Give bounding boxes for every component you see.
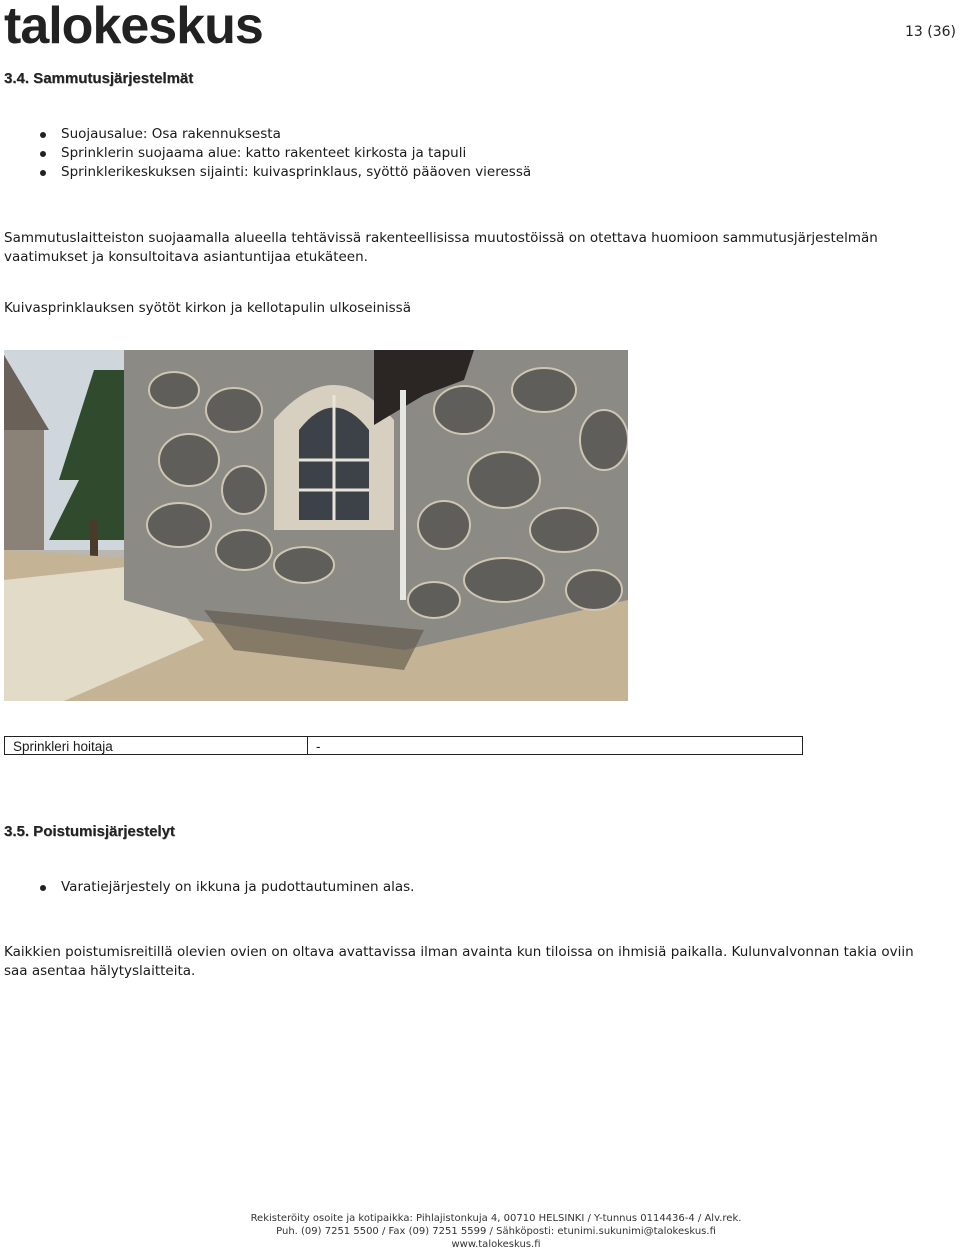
sprinkler-paragraph: Sammutuslaitteiston suojaamalla alueella tehtävissä rakenteellisissa muutostöissä on otettava huomioon sammutusjärjestelmän vaatimukset ja konsultoitava asiantuntijaa etukäteen. xyxy=(4,230,878,265)
church-wall-photo xyxy=(4,350,628,701)
page-number: 13 (36) xyxy=(904,24,956,40)
photo-caption: Kuivasprinklauksen syötöt kirkon ja kellotapulin ulkoseinissä xyxy=(4,300,411,316)
section-heading-exits: 3.5. Poistumisjärjestelyt xyxy=(4,823,175,840)
sprinkler-bullet-list xyxy=(40,125,531,182)
exits-paragraph: Kaikkien poistumisreitillä olevien ovien on oltava avattavissa ilman avainta kun tiloissa on ihmisiä paikalla. Kulunvalvonnan takia oviin saa asentaa hälytyslaitteita. xyxy=(4,944,914,979)
exits-bullet-list xyxy=(40,878,414,897)
list-item: Varatiejärjestely on ikkuna ja pudottautuminen alas. xyxy=(40,878,414,897)
maintainer-label: Sprinkleri hoitaja xyxy=(5,737,308,755)
sprinkler-maintainer-table xyxy=(4,736,803,755)
footer-website: www.talokeskus.fi xyxy=(451,1239,541,1250)
list-item: Suojausalue: Osa rakennuksesta xyxy=(40,125,531,144)
footer-address: Rekisteröity osoite ja kotipaikka: Pihlajistonkuja 4, 00710 HELSINKI / Y-tunnus 0114436-4 / Alv.rek. xyxy=(250,1213,742,1224)
section-heading-sprinkler: 3.4. Sammutusjärjestelmät xyxy=(4,70,194,87)
list-item: Sprinklerin suojaama alue: katto rakenteet kirkosta ja tapuli xyxy=(40,144,531,163)
footer-contact: Puh. (09) 7251 5500 / Fax (09) 7251 5599 / Sähköposti: etunimi.sukunimi@talokeskus.fi xyxy=(276,1226,716,1237)
maintainer-value: - xyxy=(308,737,803,755)
company-logo: talokeskus xyxy=(4,0,263,55)
list-item: Sprinklerikeskuksen sijainti: kuivasprinklaus, syöttö pääoven vieressä xyxy=(40,163,531,182)
